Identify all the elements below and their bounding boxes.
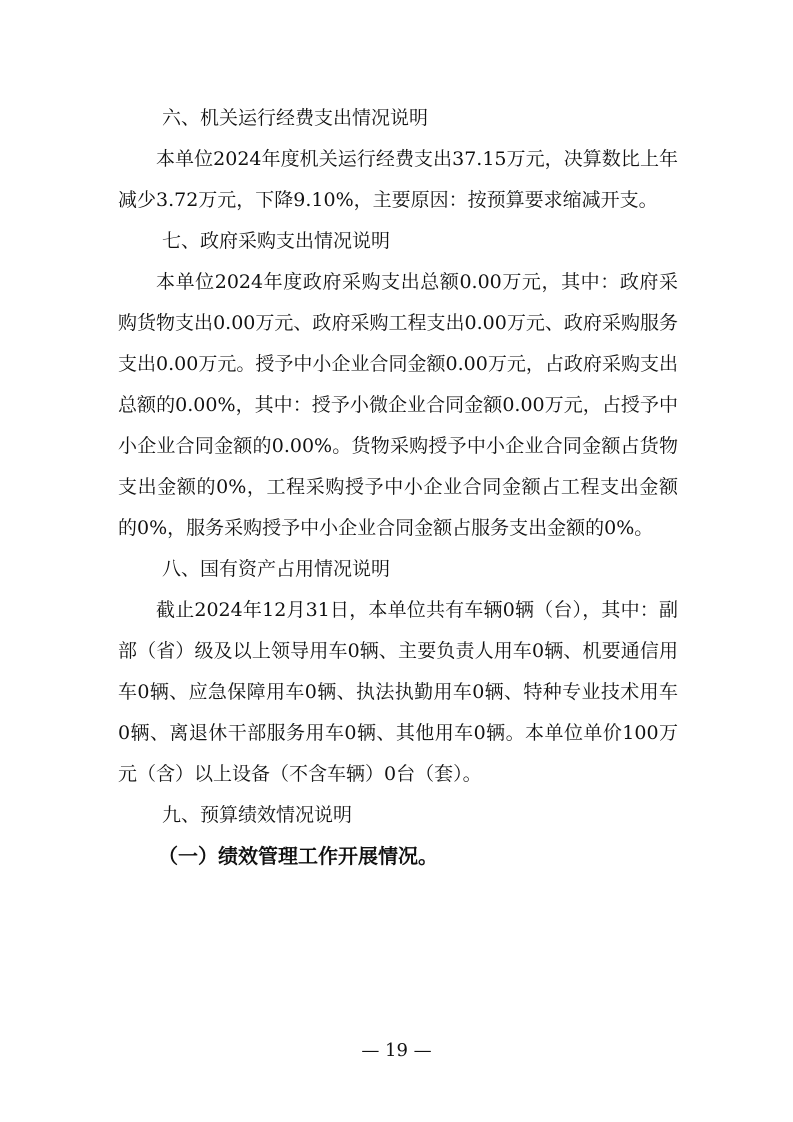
section-6-paragraph: 本单位2024年度机关运行经费支出37.15万元，决算数比上年减少3.72万元，下降9.10%，主要原因：按预算要求缩减开支。 xyxy=(118,148,678,211)
section-6-heading: 六、机关运行经费支出情况说明 xyxy=(162,107,429,129)
section-7-heading: 七、政府采购支出情况说明 xyxy=(162,230,391,252)
section-8-heading: 八、国有资产占用情况说明 xyxy=(162,558,391,580)
section-9-subheading-1: （一）绩效管理工作开展情况。 xyxy=(158,844,438,868)
page-content xyxy=(118,98,678,877)
section-9-heading: 九、预算绩效情况说明 xyxy=(162,804,353,826)
page-number: — 19 — xyxy=(361,1040,432,1061)
section-8-paragraph: 截止2024年12月31日，本单位共有车辆0辆（台），其中：副部（省）级及以上领导用车0辆、主要负责人用车0辆、机要通信用车0辆、应急保障用车0辆、执法执勤用车0辆、特种专业技术用车0辆、离退休干部服务用车0辆、其他用车0辆。本单位单价100万元（含）以上设备（不含车辆）0台（套）。 xyxy=(118,599,678,785)
section-7-paragraph: 本单位2024年度政府采购支出总额0.00万元，其中：政府采购货物支出0.00万元、政府采购工程支出0.00万元、政府采购服务支出0.00万元。授予中小企业合同金额0.00万元，占政府采购支出总额的0.00%，其中：授予小微企业合同金额0.00万元，占授予中小企业合同金额的0.00%。货物采购授予中小企业合同金额占货物支出金额的0%，工程采购授予中小企业合同金额占工程支出金额的0%，服务采购授予中小企业合同金额占服务支出金额的0%。 xyxy=(118,271,678,539)
